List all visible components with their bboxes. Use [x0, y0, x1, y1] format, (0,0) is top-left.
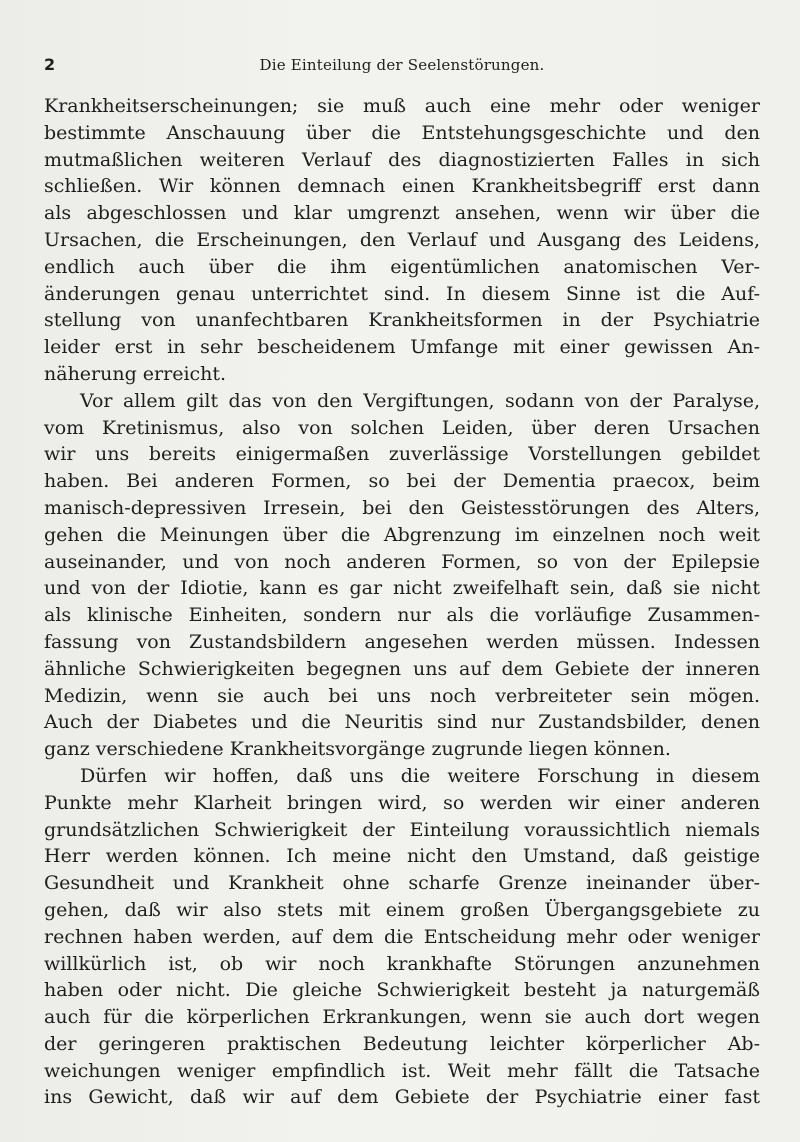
- page-number: 2: [44, 55, 56, 74]
- text-line: als abgeschlossen und klar umgrenzt ansehen, wenn wir über die: [44, 202, 760, 225]
- text-line: der geringeren praktischen Bedeutung leichter körperlicher Ab-: [44, 1032, 760, 1055]
- body-text: [44, 93, 760, 1111]
- text-line: Punkte mehr Klarheit bringen wird, so werden wir einer anderen: [44, 791, 760, 814]
- text-line: auch für die körperlichen Erkrankungen, wenn sie auch dort wegen: [44, 1006, 760, 1029]
- text-line: vom Kretinismus, also von solchen Leiden, über deren Ursachen: [44, 416, 760, 439]
- text-line: gehen, daß wir also stets mit einem großen Übergangsgebiete zu: [44, 898, 760, 921]
- page-header: [44, 55, 760, 79]
- text-line: stellung von unanfechtbaren Krankheitsformen in der Psychiatrie: [44, 309, 760, 332]
- text-line: haben. Bei anderen Formen, so bei der Dementia praecox, beim: [44, 470, 760, 493]
- text-line: Dürfen wir hoffen, daß uns die weitere Forschung in diesem: [80, 764, 760, 787]
- text-line: manisch-depressiven Irresein, bei den Geistesstörungen des Alters,: [44, 496, 760, 519]
- text-line: leider erst in sehr bescheidenem Umfange mit einer gewissen An-: [44, 336, 760, 359]
- text-line: auseinander, und von noch anderen Formen, so von der Epilepsie: [44, 550, 760, 573]
- text-line: mutmaßlichen weiteren Verlauf des diagnostizierten Falles in sich: [44, 148, 760, 171]
- text-line: Gesundheit und Krankheit ohne scharfe Grenze ineinander über-: [44, 872, 760, 895]
- running-head: Die Einteilung der Seelenstörungen.: [259, 56, 545, 74]
- text-line: bestimmte Anschauung über die Entstehungsgeschichte und den: [44, 121, 760, 144]
- text-line: wir uns bereits einigermaßen zuverlässige Vorstellungen gebildet: [44, 443, 760, 466]
- text-line: ähnliche Schwierigkeiten begegnen uns auf dem Gebiete der inneren: [44, 657, 760, 680]
- text-line: änderungen genau unterrichtet sind. In diesem Sinne ist die Auf-: [44, 282, 760, 305]
- text-line: Medizin, wenn sie auch bei uns noch verbreiteter sein mögen.: [44, 684, 760, 707]
- text-line: fassung von Zustandsbildern angesehen werden müssen. Indessen: [44, 630, 760, 653]
- text-line: Vor allem gilt das von den Vergiftungen, sodann von der Paralyse,: [80, 389, 760, 412]
- text-line: endlich auch über die ihm eigentümlichen anatomischen Ver-: [44, 255, 760, 278]
- text-line: als klinische Einheiten, sondern nur als die vorläufige Zusammen-: [44, 604, 760, 627]
- text-line: Krankheitserscheinungen; sie muß auch eine mehr oder weniger: [44, 95, 760, 117]
- text-line: und von der Idiotie, kann es gar nicht zweifelhaft sein, daß sie nicht: [44, 577, 760, 600]
- text-line: Ursachen, die Erscheinungen, den Verlauf und Ausgang des Leidens,: [44, 228, 760, 251]
- text-line: grundsätzlichen Schwierigkeit der Einteilung voraussichtlich niemals: [44, 818, 760, 841]
- text-line: willkürlich ist, ob wir noch krankhafte Störungen anzunehmen: [44, 952, 760, 975]
- text-line: schließen. Wir können demnach einen Krankheitsbegriff erst dann: [44, 175, 760, 198]
- text-line: gehen die Meinungen über die Abgrenzung im einzelnen noch weit: [44, 523, 760, 546]
- text-line: Auch der Diabetes und die Neuritis sind nur Zustandsbilder, denen: [44, 711, 760, 734]
- text-line: ganz verschiedene Krankheitsvorgänge zugrunde liegen können.: [44, 738, 671, 761]
- text-line: Herr werden können. Ich meine nicht den Umstand, daß geistige: [44, 845, 760, 868]
- text-line: weichungen weniger empfindlich ist. Weit mehr fällt die Tatsache: [44, 1059, 760, 1082]
- text-line: rechnen haben werden, auf dem die Entscheidung mehr oder weniger: [44, 925, 760, 948]
- text-line: näherung erreicht.: [44, 362, 227, 385]
- text-line: ins Gewicht, daß wir auf dem Gebiete der Psychiatrie einer fast: [44, 1086, 760, 1109]
- text-line: haben oder nicht. Die gleiche Schwierigkeit besteht ja naturgemäß: [44, 979, 760, 1002]
